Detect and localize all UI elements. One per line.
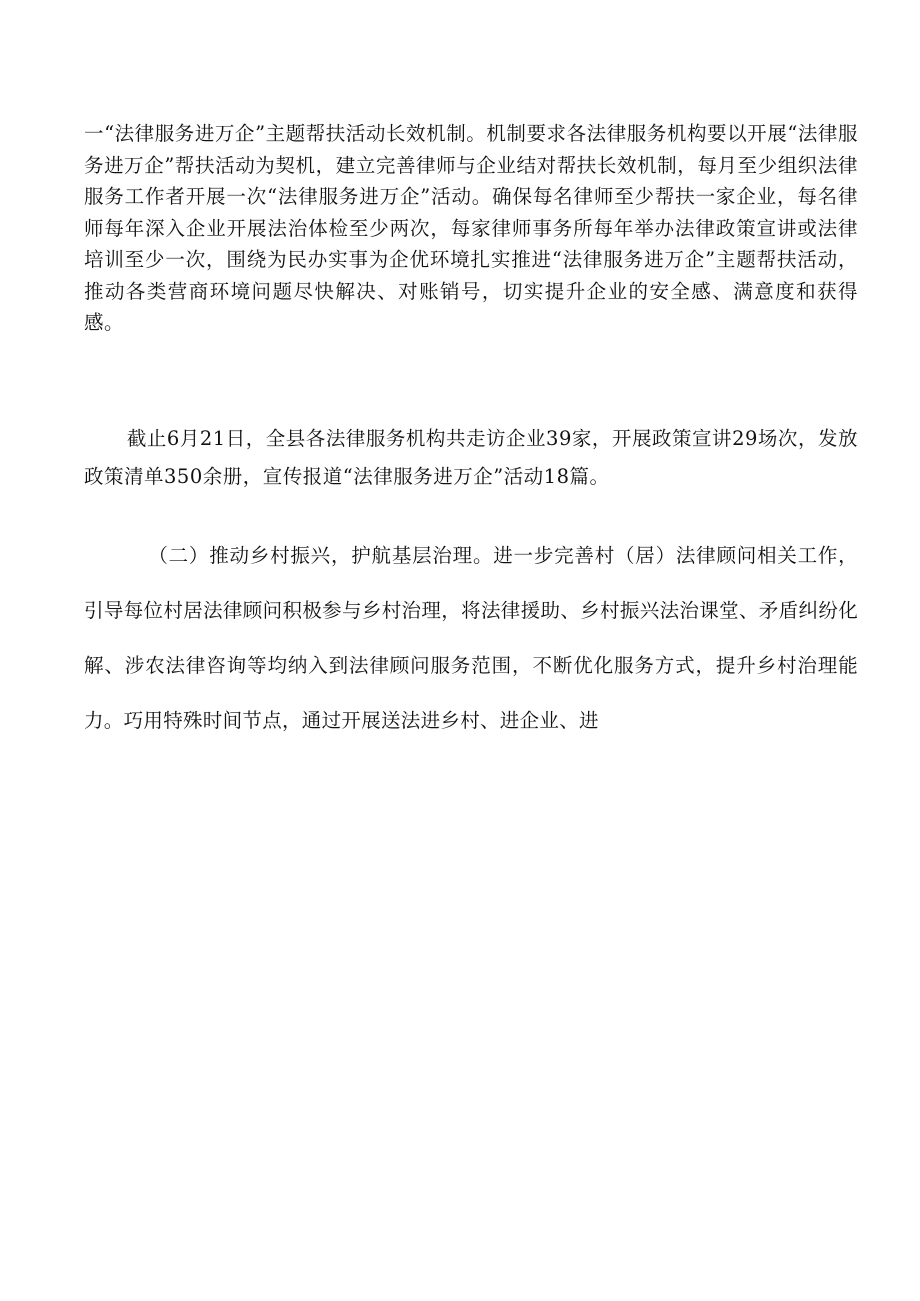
paragraph-legal-services-mechanism: 一“法律服务进万企”主题帮扶活动长效机制。机制要求各法律服务机构要以开展“法律服务进万企”帮扶活动为契机，建立完善律师与企业结对帮扶长效机制，每月至少组织法律服务工作者开展一次“法律服务进万企”活动。确保每名律师至少帮扶一家企业，每名律师每年深入企业开展法治体检至少两次，每家律师事务所每年举办法律政策宣讲或法律培训至少一次，围绕为民办实事为企优环境扎实推进“法律服务进万企”主题帮扶活动，推动各类营商环境问题尽快解决、对账销号，切实提升企业的安全感、满意度和获得感。 <box>84 122 858 334</box>
paragraph-statistics-summary: 截止6月21日，全县各法律服务机构共走访企业39家，开展政策宣讲29场次，发放政策清单350余册，宣传报道“法律服务进万企”活动18篇。 <box>84 427 858 488</box>
paragraph-rural-revitalization: （二）推动乡村振兴，护航基层治理。进一步完善村（居）法律顾问相关工作，引导每位村居法律顾问积极参与乡村治理，将法律援助、乡村振兴法治课堂、矛盾纠纷化解、涉农法律咨询等均纳入到法律顾问服务范围，不断优化服务方式，提升乡村治理能力。巧用特殊时间节点，通过开展送法进乡村、进企业、进 <box>84 544 858 732</box>
